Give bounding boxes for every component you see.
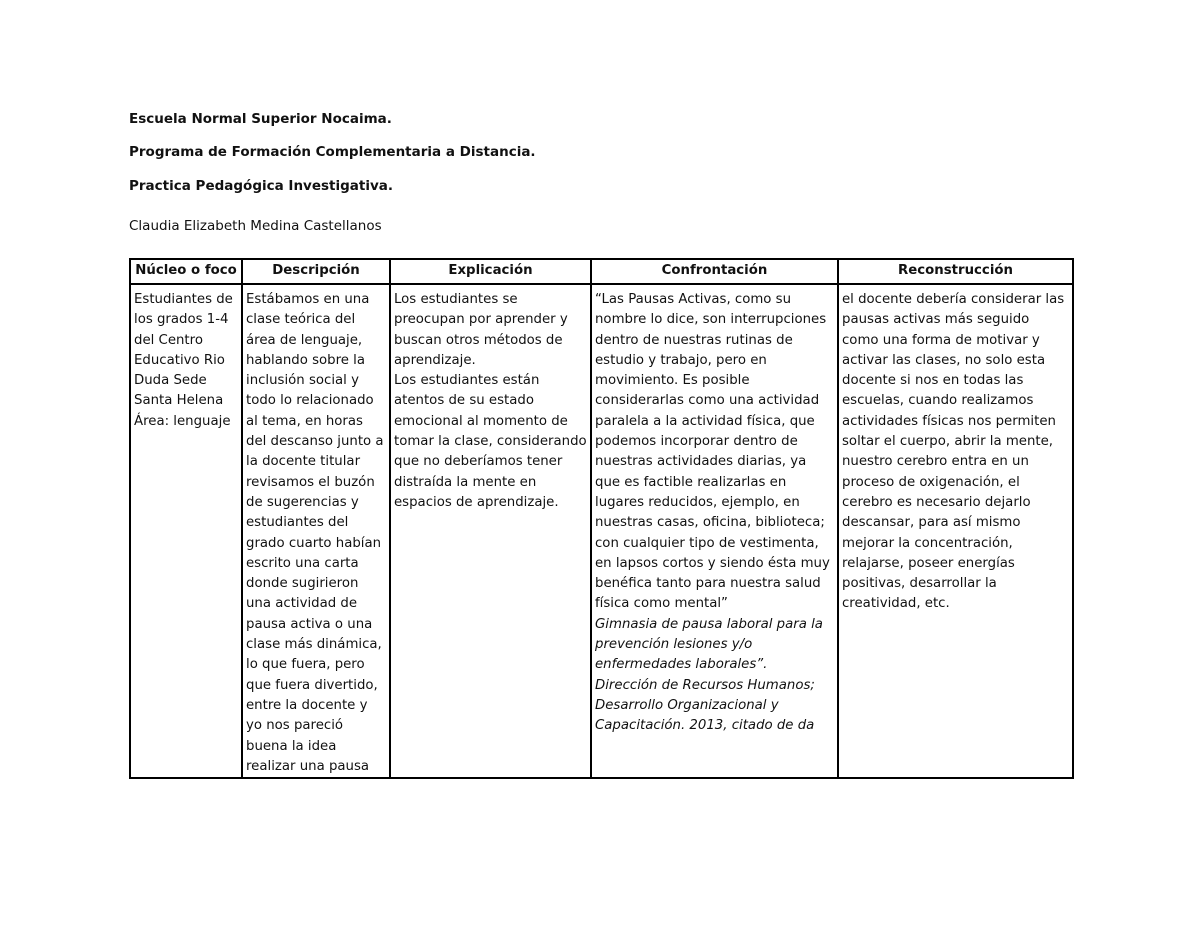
school-name: Escuela Normal Superior Nocaima. bbox=[129, 111, 392, 127]
program-title: Programa de Formación Complementaria a Distancia. bbox=[129, 144, 536, 160]
cell-explicacion bbox=[390, 284, 591, 778]
header-confrontacion: Confrontación bbox=[591, 259, 838, 284]
cell-reconstruccion bbox=[838, 284, 1073, 778]
nucleo-text: Estudiantes de los grados 1-4 del Centro Educativo Rio Duda Sede Santa Helena Área: lenguaje bbox=[134, 292, 233, 429]
confrontacion-citation: Gimnasia de pausa laboral para la prevención lesiones y/o enfermedades laborales”. Dirección de Recursos Humanos; Desarrollo Organizacional y Capacitación. 2013, citado de da bbox=[595, 616, 823, 734]
explicacion-text-2: Los estudiantes están atentos de su estado emocional al momento de tomar la clase, considerando que no deberíamos tener distraída la mente en espacios de aprendizaje. bbox=[394, 373, 587, 510]
reflection-table bbox=[129, 258, 1074, 779]
author-name: Claudia Elizabeth Medina Castellanos bbox=[129, 218, 382, 234]
confrontacion-quote: “Las Pausas Activas, como su nombre lo dice, son interrupciones dentro de nuestras rutinas de estudio y trabajo, pero en movimiento. Es posible considerarlas como una actividad paralela a la actividad física, que podemos incorporar dentro de nuestras actividades diarias, ya que es factible realizarlas en lugares reducidos, ejemplo, en nuestras casas, oficina, biblioteca; con cualquier tipo de vestimenta, en lapsos cortos y siendo ésta muy benéfica tanto para nuestra salud física como mental” bbox=[595, 292, 830, 612]
descripcion-text: Estábamos en una clase teórica del área de lenguaje, hablando sobre la inclusión social y todo lo relacionado al tema, en horas del descanso junto a la docente titular revisamos el buzón de sugerencias y estudiantes del grado cuarto habían escrito una carta donde sugirieron una actividad de pausa activa o una clase más dinámica, lo que fuera, pero que fuera divertido, entre la docente y yo nos pareció buena la idea realizar una pausa bbox=[246, 292, 384, 774]
header-nucleo: Núcleo o foco bbox=[130, 259, 242, 284]
table-header-row bbox=[130, 259, 1073, 284]
table-row bbox=[130, 284, 1073, 778]
reconstruccion-text: el docente debería considerar las pausas activas más seguido como una forma de motivar y activar las clases, no solo esta docente si nos en todas las escuelas, cuando realizamos actividades físicas nos permiten soltar el cuerpo, abrir la mente, nuestro cerebro entra en un proceso de oxigenación, el cerebro es necesario dejarlo descansar, para así mismo mejorar la concentración, relajarse, poseer energías positivas, desarrollar la creatividad, etc. bbox=[842, 292, 1065, 612]
cell-nucleo bbox=[130, 284, 242, 778]
course-title: Practica Pedagógica Investigativa. bbox=[129, 178, 394, 194]
header-reconstruccion: Reconstrucción bbox=[838, 259, 1073, 284]
cell-confrontacion bbox=[591, 284, 838, 778]
cell-descripcion bbox=[242, 284, 390, 778]
header-explicacion: Explicación bbox=[390, 259, 591, 284]
header-descripcion: Descripción bbox=[242, 259, 390, 284]
explicacion-text-1: Los estudiantes se preocupan por aprender y buscan otros métodos de aprendizaje. bbox=[394, 292, 568, 368]
